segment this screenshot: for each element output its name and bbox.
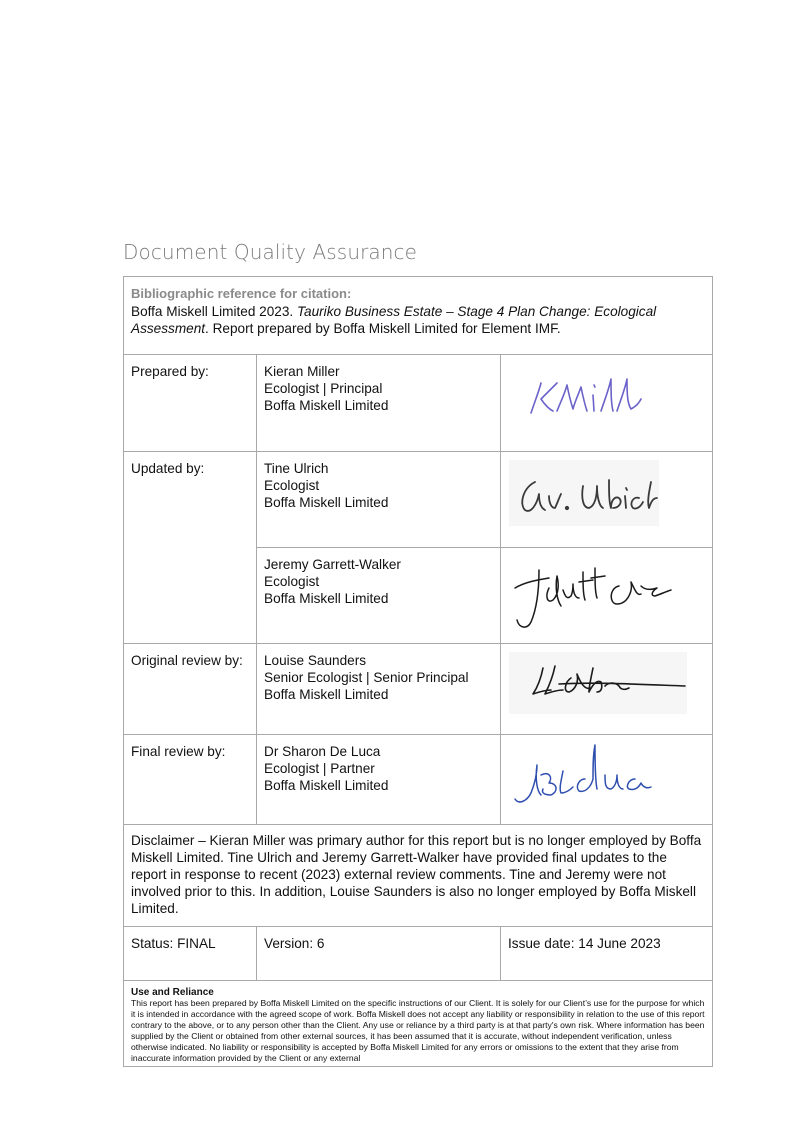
person-name: Louise Saunders [264, 653, 367, 668]
prepared-row [124, 355, 713, 452]
disclaimer-text: Disclaimer – Kieran Miller was primary author for this report but is no longer employed by Boffa Miskell Limited. Tine Ulrich and Jeremy Garrett-Walker have provided final updates to the report in response to recent (2023) external review comments. Tine and Jeremy were not involved prior to this. In addition, Louise Saunders is also no longer employed by Boffa Miskell Limited. [124, 825, 713, 927]
use-reliance-heading: Use and Reliance [131, 987, 214, 998]
page-title: Document Quality Assurance [123, 240, 418, 264]
status-cell: Status: FINAL [124, 927, 257, 981]
role-prepared [124, 355, 257, 452]
updated-row-1 [124, 452, 713, 548]
disclaimer-row [124, 825, 713, 927]
role-label-original-review: Original review by: [131, 653, 243, 668]
citation-text-suffix: . Report prepared by Boffa Miskell Limited for Element IMF. [205, 321, 561, 336]
role-updated [124, 452, 257, 644]
person-org: Boffa Miskell Limited [264, 495, 389, 510]
citation-row [124, 277, 713, 355]
person-org: Boffa Miskell Limited [264, 591, 389, 606]
use-reliance-text: This report has been prepared by Boffa Miskell Limited on the specific instructions of our Client. It is solely for our Client’s use for the purpose for which it is intended in accordance with the agreed scope of work. Boffa Miskell does not accept any liability or responsibility in relation to the use of this report contrary to the above, or to any person other than the Client. Any use or reliance by a third party is at that party's own risk. Where information has been supplied by the Client or obtained from other external sources, it has been assumed that it is accurate, without independent verification, unless otherwise indicated. No liability or responsibility is accepted by Boffa Miskell Limited for any errors or omissions to the extent that they arise from inaccurate information provided by the Client or any external [131, 998, 705, 1063]
use-reliance-cell [124, 981, 713, 1067]
signature-final-review [501, 735, 713, 825]
signature-updated-2 [501, 548, 713, 644]
person-updated-2 [257, 548, 501, 644]
signature-kieran-miller [501, 355, 712, 451]
person-name: Kieran Miller [264, 364, 340, 379]
signature-updated-1 [501, 452, 713, 548]
person-title: Ecologist | Partner [264, 761, 375, 776]
signature-original-review [501, 644, 713, 735]
citation-text [131, 303, 705, 337]
status-row [124, 927, 713, 981]
person-org: Boffa Miskell Limited [264, 687, 389, 702]
citation-cell [124, 277, 713, 355]
role-label-prepared: Prepared by: [131, 364, 209, 379]
role-final-review [124, 735, 257, 825]
role-label-final-review: Final review by: [131, 744, 226, 759]
person-prepared [257, 355, 501, 452]
role-original-review [124, 644, 257, 735]
citation-heading: Bibliographic reference for citation: [131, 286, 352, 301]
signature-jeremy-garrett-walker [501, 548, 712, 643]
person-original-review [257, 644, 501, 735]
citation-report-title: Tauriko Business Estate – Stage 4 Plan Change: Ecological Assessment [131, 304, 657, 336]
original-review-row [124, 644, 713, 735]
version-cell: Version: 6 [257, 927, 501, 981]
quality-assurance-table [123, 276, 713, 1067]
person-title: Ecologist | Principal [264, 381, 383, 396]
role-label-updated: Updated by: [131, 461, 205, 476]
person-org: Boffa Miskell Limited [264, 778, 389, 793]
signature-prepared [501, 355, 713, 452]
person-title: Ecologist [264, 478, 320, 493]
signature-louise-saunders [501, 644, 712, 734]
person-title: Ecologist [264, 574, 320, 589]
person-final-review [257, 735, 501, 825]
person-title: Senior Ecologist | Senior Principal [264, 670, 469, 685]
signature-sharon-de-luca [501, 735, 712, 824]
person-name: Dr Sharon De Luca [264, 744, 381, 759]
person-updated-1 [257, 452, 501, 548]
person-name: Jeremy Garrett-Walker [264, 557, 401, 572]
person-org: Boffa Miskell Limited [264, 398, 389, 413]
issue-date-cell: Issue date: 14 June 2023 [501, 927, 713, 981]
citation-text-prefix: Boffa Miskell Limited 2023. [131, 304, 297, 319]
final-review-row [124, 735, 713, 825]
person-name: Tine Ulrich [264, 461, 329, 476]
signature-tine-ulrich [501, 452, 712, 547]
use-reliance-row [124, 981, 713, 1067]
